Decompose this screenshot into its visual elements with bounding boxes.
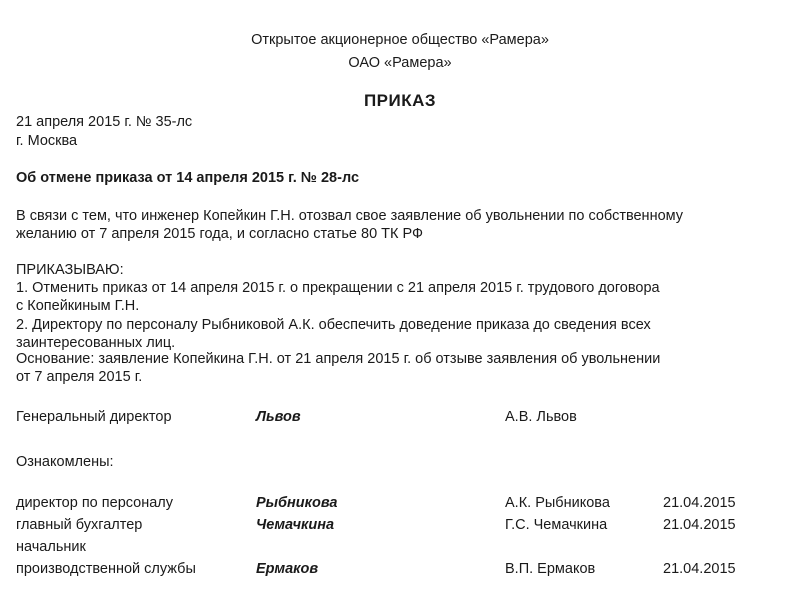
acquainted-date: 21.04.2015 [663, 517, 736, 533]
acquainted-name: Г.С. Чемачкина [505, 517, 608, 533]
director-name: А.В. Львов [505, 409, 577, 425]
preamble-line: В связи с тем, что инженер Копейкин Г.Н. отозвал свое заявление об увольнении по собственному [16, 208, 684, 224]
acquainted-signature: Рыбникова [256, 495, 338, 511]
acquainted-position: директор по персоналу [16, 495, 174, 511]
order-line: с Копейкиным Г.Н. [16, 298, 140, 314]
order-line: от 7 апреля 2015 г. [16, 369, 143, 385]
acquainted-label: Ознакомлены: [16, 454, 114, 470]
acquainted-date: 21.04.2015 [663, 561, 736, 577]
order-line: Основание: заявление Копейкина Г.Н. от 21 апреля 2015 г. об отзыве заявления об увольнении [16, 351, 661, 367]
acquainted-name: В.П. Ермаков [505, 561, 596, 577]
organization-full-name: Открытое акционерное общество «Рамера» [251, 32, 549, 48]
acquainted-name: А.К. Рыбникова [505, 495, 610, 511]
director-signature: Львов [256, 409, 301, 425]
acquainted-position: производственной службы [16, 561, 196, 577]
order-city: г. Москва [16, 133, 78, 149]
order-subject: Об отмене приказа от 14 апреля 2015 г. № 28-лс [16, 170, 360, 186]
order-word: ПРИКАЗЫВАЮ: [16, 262, 124, 278]
order-line: заинтересованных лиц. [16, 335, 176, 351]
acquainted-signature: Чемачкина [256, 517, 335, 533]
preamble-line: желанию от 7 апреля 2015 года, и согласно статье 80 ТК РФ [16, 226, 424, 242]
director-position: Генеральный директор [16, 409, 172, 425]
organization-short-name: ОАО «Рамера» [348, 55, 452, 71]
order-line: 2. Директору по персоналу Рыбниковой А.К. обеспечить доведение приказа до сведения всех [16, 317, 651, 333]
acquainted-signature: Ермаков [256, 561, 319, 577]
acquainted-position-line: начальник [16, 539, 86, 555]
document-title: ПРИКАЗ [363, 91, 437, 110]
order-date-number: 21 апреля 2015 г. № 35-лс [16, 114, 193, 130]
order-line: 1. Отменить приказ от 14 апреля 2015 г. о прекращении с 21 апреля 2015 г. трудового договора [16, 280, 660, 296]
acquainted-date: 21.04.2015 [663, 495, 736, 511]
acquainted-position: главный бухгалтер [16, 517, 143, 533]
